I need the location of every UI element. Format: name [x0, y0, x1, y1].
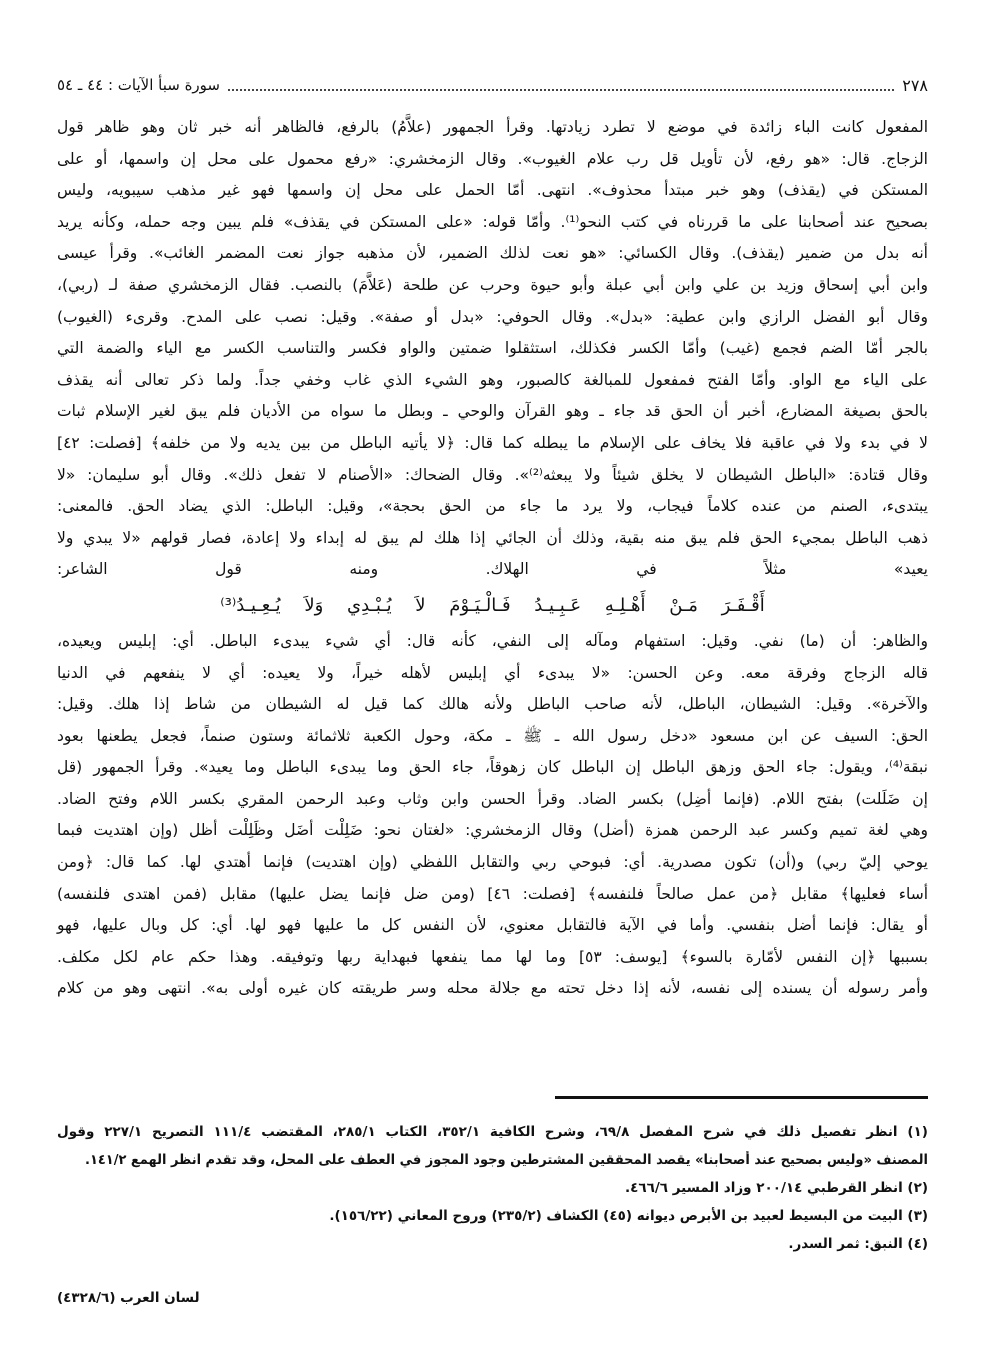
text-line: قاله الزجاج وفرقة معه. وعن الحسن: «لا يبدىء أي إبليس لأهله خيراً، ولا يعيده: أي لا ينفعهم في الدنيا	[57, 663, 928, 682]
dotted-leader	[228, 79, 894, 91]
text-line: أو يقال: فإنما أضل بنفسي. وأما في الآية فالتقابل معنوي، لأن النفس كل ما عليها فهو لها. أي: كل وبال عليها، فهو	[57, 916, 928, 935]
text-line: وأمر رسوله أن يسنده إلى نفسه، لأنه إذا دخل تحته مع جلالة محله وسر طريقته كان غيره أولى به». انتهى وهو من كلام	[57, 979, 928, 998]
text-line: أنه بدل من ضمير (يقذف). وقال الكسائي: «هو نعت لذلك الضمير، لأن مذهبه جواز نعت المضمر الغائب». وقرأ عيسى	[57, 244, 928, 263]
text-line: على الياء مع الواو. وأمّا الفتح فمفعول للمبالغة كالصبور، وهو الشيء الذي غاب وخفي جداً. ولما ذكر تعالى أنه يقذف	[57, 370, 928, 389]
source-note: لسان العرب (٤٣٢٨/٦)	[57, 1290, 200, 1306]
text-line: يوحي إليّ ربي) و(أن) تكون مصدرية. أي: فبوحي ربي والتقابل اللفظي (وإن اهتديت) فإنما أهتدي لها. كما قال: ﴿ومن	[57, 853, 928, 872]
footnote-separator	[555, 1096, 928, 1099]
text-line: الحق: السيف عن ابن مسعود «دخل رسول الله ـ ﷺ ـ مكة، وحول الكعبة ثلاثمائة وستون صنماً، فجعل يطعنها بعود	[57, 726, 928, 745]
text-line: الزجاج. قال: «هو رفع، لأن تأويل قل رب علام الغيوب». وقال الزمخشري: «رفع محمول على محل إن واسمها، أو على	[57, 149, 928, 168]
footnote-1: (١) انظر تفصيل ذلك في شرح المفصل ٦٩/٨، وشرح الكافية ٣٥٢/١، الكتاب ٢٨٥/١، المقتضب ١١١/٤ التصريح ٢٢٧/١ وقول	[57, 1124, 928, 1140]
page-number: ٢٧٨	[902, 75, 928, 95]
text-line: يبتدىء، الصنم من عنده كلاماً فيجاب، ولا يرد ما جاء من الحق بحجة»، وقيل: الباطل: الذي يضاد الحق. فالمعنى:	[57, 497, 928, 516]
text-line: ذهب الباطل بمجيء الحق فلم يبق منه بقية، وذلك أن الجائي إذا هلك لم يبق له إبداء ولا إعادة، فصار قولهم «لا يبدي ولا	[57, 528, 928, 547]
text-line: والآخرة». وقيل: الشيطان، الباطل، لأنه صاحب الباطل ولأنه هالك كما قيل له الشيطان من شاط إذا هلك. وقيل:	[57, 695, 928, 714]
text-line: أساء فعليها﴾ مقابل ﴿من عمل صالحاً فلنفسه﴾ [فصلت: ٤٦] (ومن ضل فإنما يضل عليها) مقابل (فمن اهتدى فلنفسه)	[57, 884, 928, 903]
footnote-1-continued: المصنف «وليس بصحيح عند أصحابنا» يقصد المحققين المشترطين وجود المجوز في العطف على المحل، وقد تقدم انظر الهمع ١٤١/٢.	[85, 1152, 928, 1168]
footnote-3: (٣) البيت من البسيط لعبيد بن الأبرص ديوانه (٤٥) الكشاف (٢٣٥/٢) وروح المعاني (١٥٦/٢٢).	[329, 1208, 928, 1224]
text-line: نبقة⁽⁴⁾، ويقول: جاء الحق وزهق الباطل إن الباطل كان زهوقاً، جاء الحق وما يبدىء الباطل وما يعيد». وقرأ الجمهور (قل	[57, 758, 928, 777]
text-line: المستكن في (يقذف) وهو خبر مبتدأ محذوف». انتهى. أمّا الحمل على محل إن واسمها فهو غير مذهب سيبويه، وليس	[57, 181, 928, 200]
text-line: يعيد» مثلاً في الهلاك. ومنه قول الشاعر:	[57, 560, 928, 579]
text-line: بالجر أمّا الضم فجمع (غيب) وأمّا الكسر فكذلك، استثقلوا ضمتين والواو فكسر والتناسب الكسر مع الياء والضمة التي	[57, 339, 928, 358]
poetry-verse: أَقْـفَـرَ مَـنْ أَهْـلِـهِ عَـبِـيـدُ فَـالْـيَـوْمَ لاَ يُـبْـدِي وَلاَ يُـعِـيـدُ⁽³⁾	[220, 594, 765, 616]
footnote-2: (٢) انظر القرطبي ٢٠٠/١٤ وزاد المسير ٤٦٦/٦.	[624, 1180, 928, 1196]
main-text	[57, 112, 928, 1005]
text-line: وابن أبي إسحاق وزيد بن علي وابن أبي عبلة وأبو حيوة وحرب عن طلحة (عَلاَّمَ) بالنصب. فقال الزمخشري صفة لـ (ربي)،	[57, 275, 928, 294]
text-line: بصحيح عند أصحابنا على ما قررناه في كتب النحو⁽¹⁾. وأمّا قوله: «على المستكن في يقذف» فلم يبين وجه حمله، وكأنه يريد	[57, 212, 928, 231]
running-title: سورة سبأ الآيات : ٤٤ ـ ٥٤	[57, 76, 220, 94]
footnote-4: (٤) النبق: ثمر السدر.	[788, 1236, 928, 1252]
text-line: والظاهر: أن (ما) نفي. وقيل: استفهام ومآله إلى النفي، كأنه قال: أي شيء يبدىء الباطل. أي: إبليس ويعيده،	[57, 631, 928, 650]
running-header	[57, 72, 928, 98]
text-line: لا في بدء ولا في عاقبة فلا يخاف على الإسلام ما يبطله كما قال: ﴿لا يأتيه الباطل من بين يديه ولا من خلفه﴾ [فصلت: ٤٢]	[57, 433, 928, 452]
text-line: إن ضَلَلت) بفتح اللام. (فإنما أضِل) بكسر الضاد. وقرأ الحسن وابن وثاب وعبد الرحمن المقري بكسر اللام وفتح الضاد.	[57, 789, 928, 808]
text-line: وقال قتادة: «الباطل الشيطان لا يخلق شيئاً ولا يبعثه⁽²⁾». وقال الضحاك: «الأصنام لا تفعل ذلك». وقال أبو سليمان: «لا	[57, 465, 929, 484]
text-line: وهي لغة تميم وكسر عبد الرحمن همزة (أضل) وقال الزمخشري: «لغتان نحو: ضَلِلْت أضَل وظَلِلْت أظل (وإن اهتديت فبما	[57, 821, 928, 840]
text-line: المفعول كانت الباء زائدة في موضع لا تطرد زيادتها. وقرأ الجمهور (علاَّمُ) بالرفع، فالظاهر أنه خبر ثان وهو ظاهر قول	[57, 118, 928, 136]
text-line: بالحق بصيغة المضارع، أخبر أن الحق قد جاء ـ وهو القرآن والوحي ـ وبطل ما سواه من الأديان فلم يبق لغير الإسلام ثبات	[57, 402, 928, 421]
text-line: بسببها ﴿إن النفس لأمّارة بالسوء﴾ [يوسف: ٥٣] وما لها مما ينفعها فبهداية ربها وتوفيقه. وهذا حكم عام لكل مكلف.	[57, 947, 928, 966]
text-line: وقال أبو الفضل الرازي وابن عطية: «بدل». وقال الحوفي: «بدل أو صفة». وقيل: نصب على المدح. وقرىء (الغيوب)	[57, 307, 928, 326]
